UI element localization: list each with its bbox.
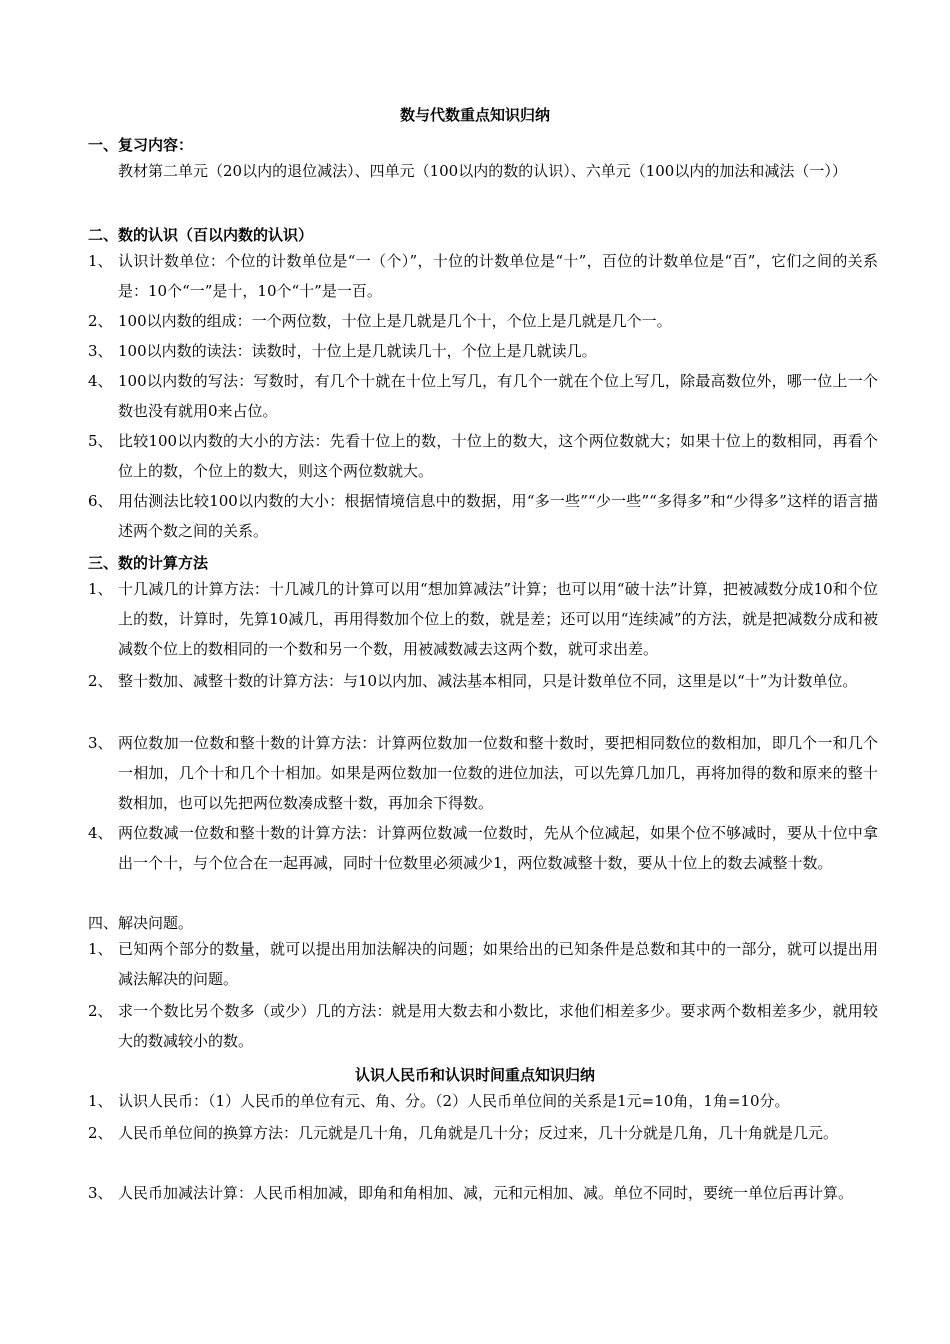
list-item-text: 人民币加减法计算：人民币相加减，即角和角相加、减，元和元相加、减。单位不同时，要统一单位后再计算。 [118,1184,854,1202]
list-item [88,818,878,878]
section-heading-review: 一、复习内容： [88,136,194,154]
list-item-text: 十几减几的计算方法：十几减几的计算可以用“想加算减法”计算；也可以用“破十法”计算，把被减数分成10和个位上的数，计算时，先算10减几，再用得数加个位上的数，就是差；还可以用“连续减”的方法，就是把减数分成和被减数个位上的数相同的一个数和另一个数，用被减数减去这两个数，就可求出差。 [118,580,878,658]
section-heading-problem-solving: 四、解决问题。 [88,914,194,932]
list-item-number: 2、 [88,672,113,690]
list-item-text: 两位数加一位数和整十数的计算方法：计算两位数加一位数和整十数时，要把相同数位的数相加，即几个一和几个一相加，几个十和几个十相加。如果是两位数加一位数的进位加法，可以先算几加几，再将加得的数和原来的整十数相加，也可以先把两位数凑成整十数，再加余下得数。 [118,734,878,812]
list-item [88,666,878,696]
list-item-number: 3、 [88,342,113,360]
list-item-number: 2、 [88,1124,113,1142]
list-item-text: 100以内数的读法：读数时，十位上是几就读几十，个位上是几就读几。 [118,342,597,360]
list-item-text: 认识计数单位：个位的计数单位是“一（个）”，十位的计数单位是“十”，百位的计数单位是“百”，它们之间的关系是：10个“一”是十，10个“十”是一百。 [118,252,878,300]
list-item [88,336,878,366]
list-item-text: 100以内数的组成：一个两位数，十位上是几就是几个十，个位上是几就是几个一。 [118,312,672,330]
list-item [88,246,878,306]
list-item-number: 1、 [88,252,113,270]
list-item-text: 用估测法比较100以内数的大小：根据情境信息中的数据，用“多一些”“少一些”“多得多”和“少得多”这样的语言描述两个数之间的关系。 [118,492,878,540]
list-item-number: 4、 [88,372,113,390]
list-item [88,486,878,546]
list-item [88,934,878,994]
list-item [88,366,878,426]
list-item-text: 求一个数比另个数多（或少）几的方法：就是用大数去和小数比，求他们相差多少。要求两个数相差多少，就用较大的数减较小的数。 [118,1002,878,1050]
list-item-text: 人民币单位间的换算方法：几元就是几十角，几角就是几十分；反过来，几十分就是几角，几十角就是几元。 [118,1124,839,1142]
list-item-number: 3、 [88,1184,113,1202]
list-item-number: 1、 [88,1092,113,1110]
list-item-number: 1、 [88,580,113,598]
list-item-number: 2、 [88,1002,113,1020]
list-item [88,1118,878,1148]
review-content-paragraph: 教材第二单元（20以内的退位减法）、四单元（100以内的数的认识）、六单元（100以内的加法和减法（一）） [118,162,847,180]
list-item [88,1086,878,1116]
list-item [88,306,878,336]
list-item [88,728,878,818]
list-item [88,1178,878,1208]
list-item-number: 1、 [88,940,113,958]
list-item-text: 比较100以内数的大小的方法：先看十位上的数，十位上的数大，这个两位数就大；如果十位上的数相同，再看个位上的数，个位上的数大，则这个两位数就大。 [118,432,878,480]
list-item-text: 100以内数的写法：写数时，有几个十就在十位上写几，有几个一就在个位上写几，除最高数位外，哪一位上一个数也没有就用0来占位。 [118,372,878,420]
list-item [88,426,878,486]
list-item-number: 4、 [88,824,113,842]
list-item-text: 整十数加、减整十数的计算方法：与10以内加、减法基本相同，只是计数单位不同，这里是以“十”为计数单位。 [118,672,858,690]
list-item-text: 已知两个部分的数量，就可以提出用加法解决的问题；如果给出的已知条件是总数和其中的一部分，就可以提出用减法解决的问题。 [118,940,878,988]
document-subtitle: 认识人民币和认识时间重点知识归纳 [354,1066,595,1084]
list-item [88,996,878,1056]
list-item-text: 认识人民币：（1）人民币的单位有元、角、分。（2）人民币单位间的关系是1元=10角，1角=10分。 [118,1092,790,1110]
list-item-number: 2、 [88,312,113,330]
list-item [88,574,878,664]
list-item-text: 两位数减一位数和整十数的计算方法：计算两位数减一位数时，先从个位减起，如果个位不够减时，要从十位中拿出一个十，与个位合在一起再减，同时十位数里必须减少1，两位数减整十数，要从十位上的数去减整十数。 [118,824,878,872]
section-heading-calculation: 三、数的计算方法 [88,554,209,572]
list-item-number: 6、 [88,492,113,510]
list-item-number: 5、 [88,432,113,450]
section-heading-number-recognition: 二、数的认识（百以内数的认识） [88,226,314,244]
list-item-number: 3、 [88,734,113,752]
document-title: 数与代数重点知识归纳 [399,106,550,124]
